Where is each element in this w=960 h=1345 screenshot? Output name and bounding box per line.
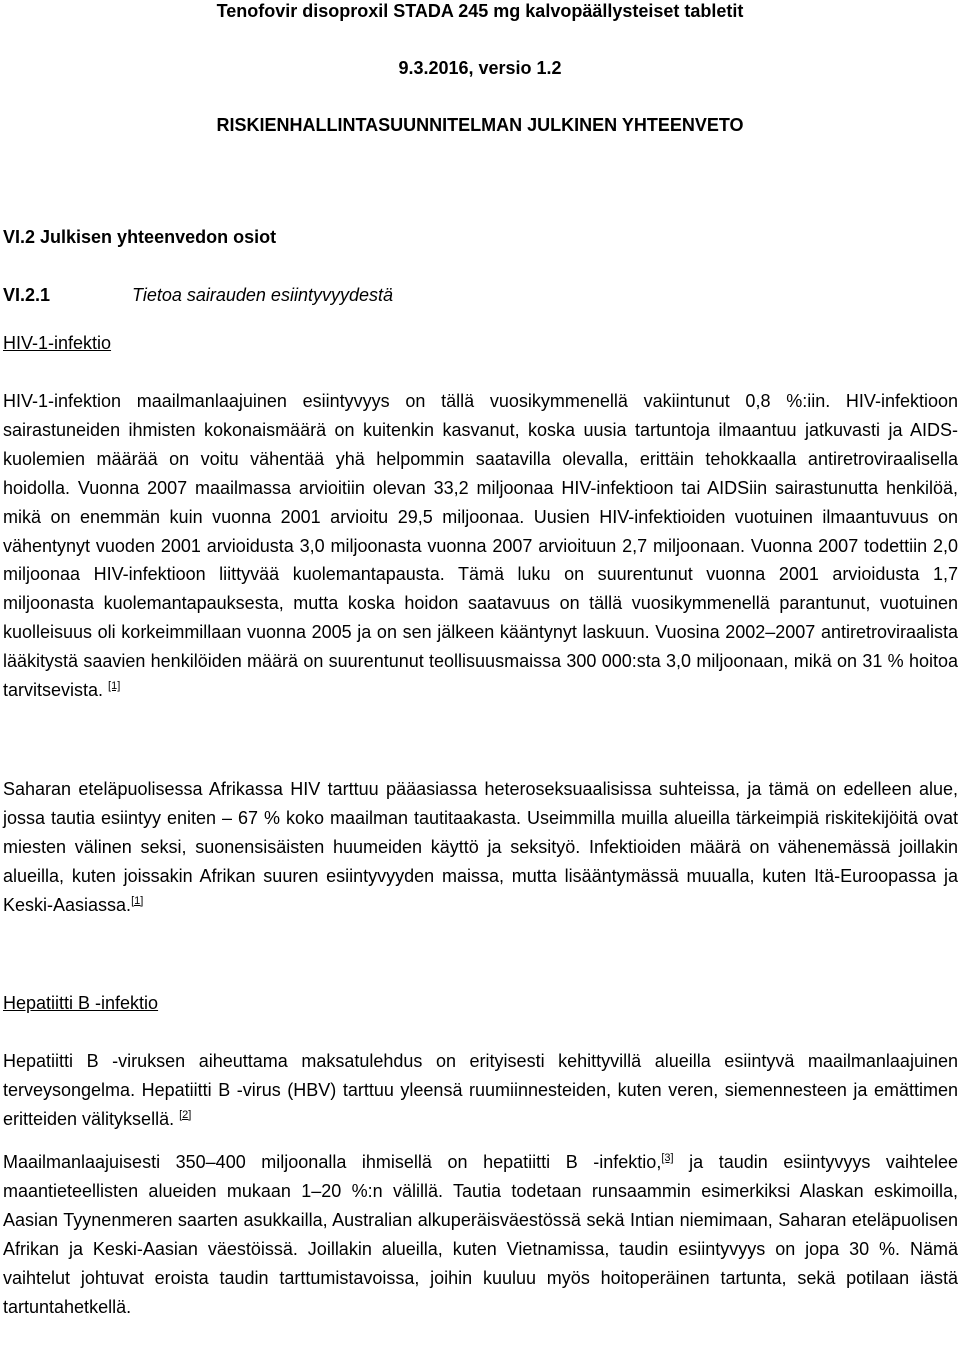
hepb-paragraph-2-text-a: Maailmanlaajuisesti 350–400 miljoonalla ihmisellä on hepatiitti B -infektio, bbox=[3, 1152, 662, 1172]
hiv-paragraph-1 bbox=[3, 387, 958, 705]
reference-link[interactable]: [2] bbox=[179, 1108, 192, 1121]
hepb-paragraph-1 bbox=[3, 1047, 958, 1134]
hiv-heading-text: HIV-1-infektio bbox=[3, 333, 112, 353]
hiv-paragraph-2-text: Saharan eteläpuolisessa Afrikassa HIV tarttuu pääasiassa heteroseksuaalisissa suhteissa, ja tämä on edelleen alue, jossa tautia esiintyy eniten – 67 % koko maailman tautitaakasta. Useimmilla muilla alueilla tärkeimpiä riskitekijöitä ovat miesten välinen seksi, suonensisäisten huumeiden käyttö ja seksityö. Infektioiden määrä on vähenemässä joillakin alueilla, kuten joissakin Afrikan suuren esiintyvyyden maissa, mutta lisääntymässä muualla, kuten Itä-Euroopassa ja Keski-Aasiassa. bbox=[3, 779, 958, 915]
hepb-heading-text: Hepatiitti B -infektio bbox=[3, 993, 159, 1013]
subsection-number: VI.2.1 bbox=[3, 285, 51, 305]
hiv-heading bbox=[3, 332, 111, 354]
hiv-paragraph-1-text: HIV-1-infektion maailmanlaajuinen esiintyvyys on tällä vuosikymmenellä vakiintunut 0,8 %:iin. HIV-infektioon sairastuneiden ihmisten kokonaismäärä on kuitenkin kasvanut, koska uusia tartuntoja ilmaantuu jatkuvasti ja AIDS-kuolemien määrää on voitu vähentää yhä helpommin saatavilla olevalla, erittäin tehokkaalla antiretroviraalisella hoidolla. Vuonna 2007 maailmassa arvioitiin olevan 33,2 miljoonaa HIV-infektioon tai AIDSiin sairastunutta henkilöä, mikä on enemmän kuin vuonna 2001 arvioitu 29,5 miljoonaa. Uusien HIV-infektioiden vuotuinen ilmaantuvuus on vähentynyt vuoden 2001 arvioidusta 3,0 miljoonasta vuonna 2007 arvioituun 2,7 miljoonaan. Vuonna 2007 todettiin 2,0 miljoonaa HIV-infektioon liittyvää kuolemantapausta. Tämä luku on suurentunut vuonna 2001 arvioidusta 1,7 miljoonasta kuolemantapauksesta, mutta koska hoidon saatavuus on tällä vuosikymmenellä parantunut, vuotuinen kuolleisuus oli korkeimmillaan vuonna 2005 ja on sen jälkeen kääntynyt laskuun. Vuosina 2002–2007 antiretroviraalista lääkitystä saavien henkilöiden määrä on suurentunut teollisuusmaissa 300 000:sta 3,0 miljoonaan, mikä on 31 % hoitoa tarvitsevista. bbox=[3, 391, 958, 701]
hepb-heading bbox=[3, 992, 158, 1014]
document-subtitle: RISKIENHALLINTASUUNNITELMAN JULKINEN YHTEENVETO bbox=[216, 115, 744, 135]
subsection-title: Tietoa sairauden esiintyvyydestä bbox=[132, 285, 393, 305]
reference-link[interactable]: [1] bbox=[108, 680, 121, 693]
reference-link[interactable]: [3] bbox=[661, 1152, 674, 1164]
reference-link[interactable]: [1] bbox=[131, 894, 144, 907]
hepb-paragraph-2-text-b: ja taudin esiintyvyys vaihtelee maantieteellisten alueiden mukaan 1–20 %:n välillä. Tautia todetaan runsaammin esimerkiksi Alaskan eskimoilla, Aasian Tyynenmeren saarten asukkailla, Australian alkuperäisväestössä sekä Intian niemimaan, Saharan eteläpuolisen Afrikan ja Keski-Aasian väestöissä. Joillakin alueilla, kuten Vietnamissa, taudin esiintyvyys on jopa 30 %. Nämä vaihtelut johtuvat eroista taudin tarttumistavoissa, joihin kuuluu myös hoitoperäinen tartunta, sekä potilaan iästä tartuntahetkellä. bbox=[3, 1152, 958, 1317]
hepb-paragraph-1-text: Hepatiitti B -viruksen aiheuttama maksatulehdus on erityisesti kehittyvillä alueilla esiintyvä maailmanlaajuinen terveysongelma. Hepatiitti B -virus (HBV) tarttuu yleensä ruumiinnesteiden, kuten veren, siemennesteen ja emättimen eritteiden välityksellä. bbox=[3, 1051, 958, 1129]
section-heading: VI.2 Julkisen yhteenvedon osiot bbox=[3, 227, 277, 247]
hiv-paragraph-2 bbox=[3, 775, 958, 920]
document-version: 9.3.2016, versio 1.2 bbox=[398, 58, 562, 78]
document-title: Tenofovir disoproxil STADA 245 mg kalvopäällysteiset tabletit bbox=[216, 1, 744, 21]
hepb-paragraph-2 bbox=[3, 1148, 958, 1321]
